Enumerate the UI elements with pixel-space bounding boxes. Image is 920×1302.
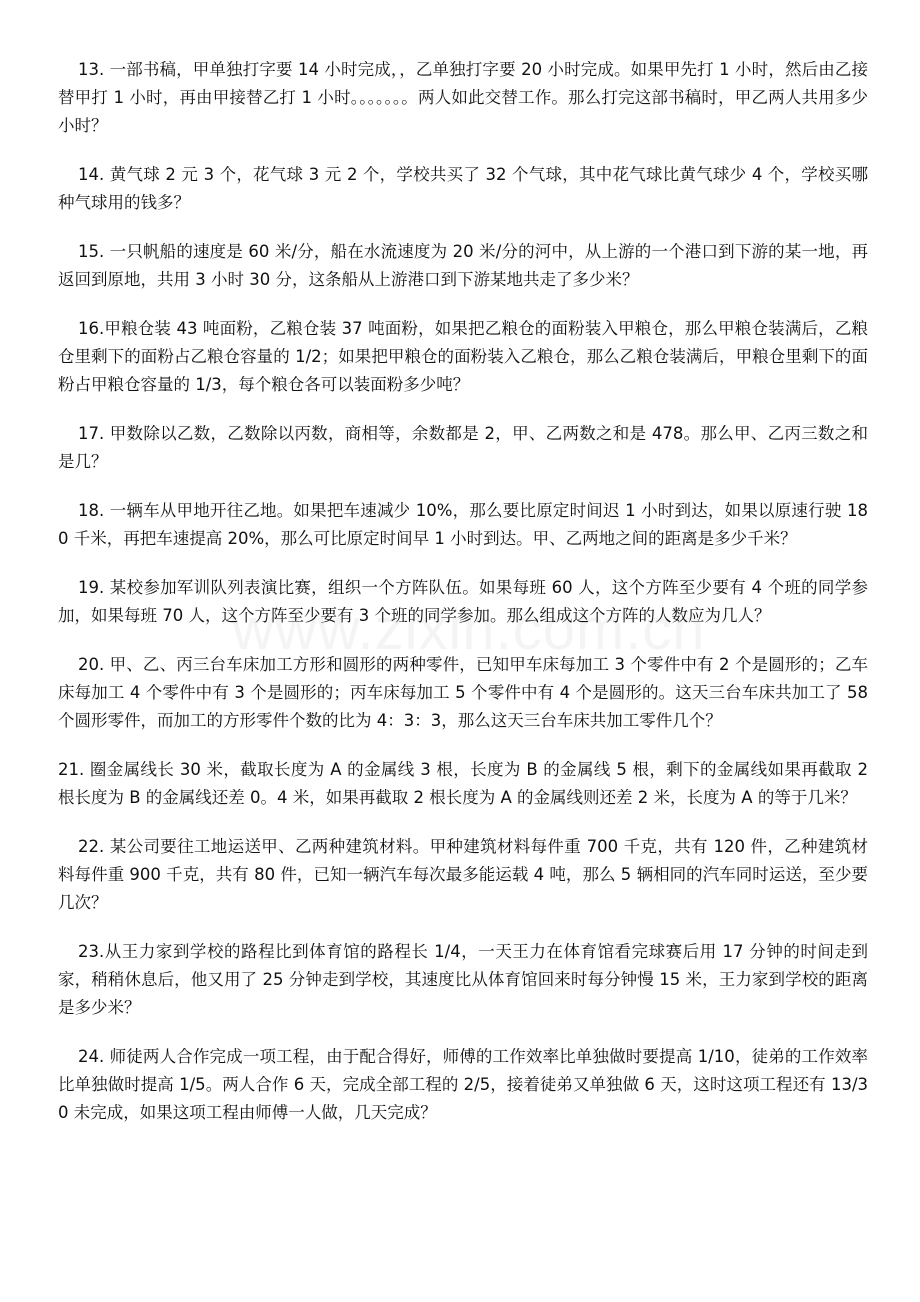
problem-24: 24. 师徒两人合作完成一项工程，由于配合得好，师傅的工作效率比单独做时要提高 1/10，徒弟的工作效率比单独做时提高 1/5。两人合作 6 天，完成全部工程的 2/5，接着徒弟又单独做 6 天，这时这项工程还有 13/30 未完成，如果这项工程由师傅一人做，几天完成？ bbox=[58, 1047, 868, 1122]
problem-17: 17. 甲数除以乙数，乙数除以丙数，商相等，余数都是 2，甲、乙两数之和是 478。那么甲、乙丙三数之和是几？ bbox=[58, 424, 868, 471]
problem-21: 21. 圈金属线长 30 米，截取长度为 A 的金属线 3 根，长度为 B 的金属线 5 根，剩下的金属线如果再截取 2 根长度为 B 的金属线还差 0。4 米，如果再截取 2 根长度为 A 的金属线则还差 2 米，长度为 A 的等于几米？ bbox=[58, 760, 868, 807]
problem-22: 22. 某公司要往工地运送甲、乙两种建筑材料。甲种建筑材料每件重 700 千克，共有 120 件，乙种建筑材料每件重 900 千克，共有 80 件，已知一辆汽车每次最多能运载 4 吨，那么 5 辆相同的汽车同时运送，至少要几次？ bbox=[58, 837, 868, 912]
problem-18: 18. 一辆车从甲地开往乙地。如果把车速减少 10%，那么要比原定时间迟 1 小时到达，如果以原速行驶 180 千米，再把车速提高 20%，那么可比原定时间早 1 小时到达。甲、乙两地之间的距离是多少千米？ bbox=[58, 501, 868, 548]
problem-23: 23.从王力家到学校的路程比到体育馆的路程长 1/4，一天王力在体育馆看完球赛后用 17 分钟的时间走到家，稍稍休息后，他又用了 25 分钟走到学校，其速度比从体育馆回来时每分钟慢 15 米，王力家到学校的距离是多少米？ bbox=[58, 942, 868, 1017]
problem-20: 20. 甲、乙、丙三台车床加工方形和圆形的两种零件，已知甲车床每加工 3 个零件中有 2 个是圆形的；乙车床每加工 4 个零件中有 3 个是圆形的；丙车床每加工 5 个零件中有 4 个是圆形的。这天三台车床共加工了 58 个圆形零件，而加工的方形零件个数的比为 4：3：3，那么这天三台车床共加工零件几个？ bbox=[58, 655, 868, 730]
problem-16: 16.甲粮仓装 43 吨面粉，乙粮仓装 37 吨面粉，如果把乙粮仓的面粉装入甲粮仓，那么甲粮仓装满后，乙粮仓里剩下的面粉占乙粮仓容量的 1/2；如果把甲粮仓的面粉装入乙粮仓，那么乙粮仓装满后，甲粮仓里剩下的面粉占甲粮仓容量的 1/3，每个粮仓各可以装面粉多少吨？ bbox=[58, 319, 868, 394]
problem-13: 13. 一部书稿，甲单独打字要 14 小时完成，，乙单独打字要 20 小时完成。如果甲先打 1 小时，然后由乙接替甲打 1 小时，再由甲接替乙打 1 小时。。。。。。。两人如此交替工作。那么打完这部书稿时，甲乙两人共用多少小时？ bbox=[58, 60, 868, 135]
problem-15: 15. 一只帆船的速度是 60 米/分，船在水流速度为 20 米/分的河中，从上游的一个港口到下游的某一地，再返回到原地，共用 3 小时 30 分，这条船从上游港口到下游某地共走了多少米？ bbox=[58, 242, 868, 289]
problem-14: 14. 黄气球 2 元 3 个，花气球 3 元 2 个，学校共买了 32 个气球，其中花气球比黄气球少 4 个，学校买哪种气球用的钱多？ bbox=[58, 165, 868, 212]
problem-19: 19. 某校参加军训队列表演比赛，组织一个方阵队伍。如果每班 60 人，这个方阵至少要有 4 个班的同学参加，如果每班 70 人，这个方阵至少要有 3 个班的同学参加。那么组成这个方阵的人数应为几人？ bbox=[58, 578, 868, 625]
problem-list bbox=[58, 56, 868, 1148]
